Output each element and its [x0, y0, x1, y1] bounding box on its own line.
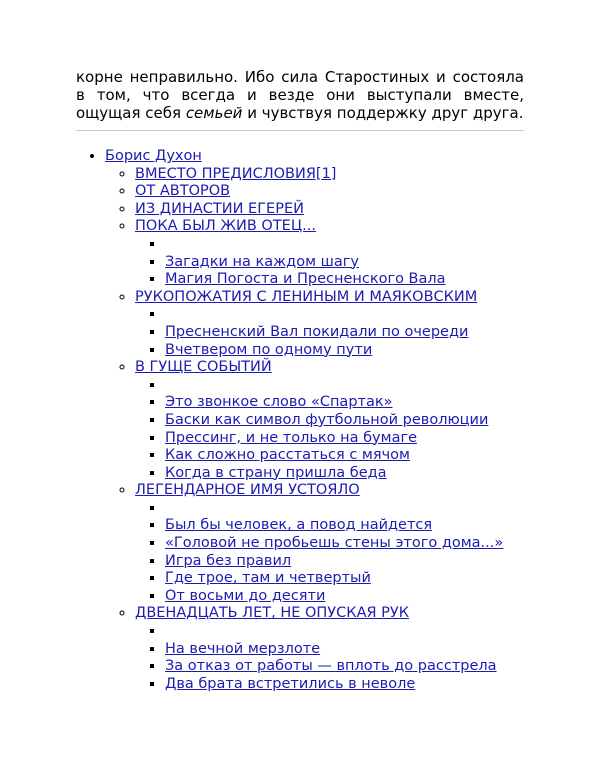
toc-subsection-item [165, 236, 576, 254]
toc-subsection-link[interactable]: За отказ от работы — вплоть до расстрела [165, 658, 497, 675]
table-of-contents [76, 148, 576, 693]
toc-subsection-link[interactable]: Игра без правил [165, 552, 292, 569]
toc-subsection-item [165, 271, 576, 289]
toc-subsection-list [135, 623, 576, 693]
toc-section-item [135, 289, 576, 359]
toc-subsection-link[interactable]: На вечной мерзлоте [165, 640, 321, 657]
toc-subsection-item [165, 342, 576, 360]
toc-section-link[interactable]: ВМЕСТО ПРЕДИСЛОВИЯ[1] [135, 165, 337, 182]
toc-subsection-link[interactable]: Прессинг, и не только на бумаге [165, 429, 417, 446]
body-paragraph [76, 68, 524, 122]
toc-subsection-list [135, 236, 576, 289]
toc-subsection-item [165, 588, 576, 606]
toc-subsection-link[interactable]: Был бы человек, а повод найдется [165, 517, 433, 534]
toc-section-item [135, 166, 576, 184]
toc-section-link[interactable]: ДВЕНАДЦАТЬ ЛЕТ, НЕ ОПУСКАЯ РУК [135, 605, 410, 622]
toc-subsection-item [165, 254, 576, 272]
paragraph-emphasis: семьей [185, 104, 243, 122]
toc-subsection-item [165, 324, 576, 342]
toc-section-item [135, 183, 576, 201]
toc-subsection-link[interactable]: Как сложно расстаться с мячом [165, 447, 410, 464]
toc-subsection-list [135, 377, 576, 483]
toc-subsection-link[interactable]: Вчетвером по одному пути [165, 341, 373, 358]
toc-subsection-link[interactable]: «Головой не пробьешь стены этого дома...» [165, 535, 504, 552]
toc-subsection-link[interactable]: Загадки на каждом шагу [165, 253, 359, 270]
toc-sections-list [105, 166, 576, 694]
toc-subsection-item [165, 535, 576, 553]
toc-section-link[interactable]: ПОКА БЫЛ ЖИВ ОТЕЦ... [135, 218, 316, 235]
toc-subsection-link[interactable]: Когда в страну пришла беда [165, 464, 387, 481]
toc-author-item [105, 148, 576, 693]
toc-section-link[interactable]: ЛЕГЕНДАРНОЕ ИМЯ УСТОЯЛО [135, 482, 360, 499]
toc-subsection-item [165, 447, 576, 465]
toc-subsection-item [165, 623, 576, 641]
toc-subsection-item [165, 412, 576, 430]
toc-section-item [135, 201, 576, 219]
toc-section-item [135, 605, 576, 693]
toc-subsection-item [165, 676, 576, 694]
toc-section-link[interactable]: В ГУЩЕ СОБЫТИЙ [135, 359, 272, 376]
paragraph-text-1: корне неправильно. Ибо сила Старостиных и состояла в том, что всегда и везде они выступали вместе, ощущая себя [76, 68, 524, 122]
toc-subsection-item [165, 500, 576, 518]
horizontal-rule [76, 130, 524, 131]
toc-subsection-list [135, 500, 576, 606]
toc-subsection-link[interactable]: Это звонкое слово «Спартак» [165, 394, 393, 411]
toc-section-link[interactable]: РУКОПОЖАТИЯ С ЛЕНИНЫМ И МАЯКОВСКИМ [135, 288, 478, 305]
toc-section-item [135, 218, 576, 288]
toc-subsection-link[interactable]: Где трое, там и четвертый [165, 570, 371, 587]
toc-subsection-link[interactable]: Магия Погоста и Пресненского Вала [165, 271, 446, 288]
toc-section-link[interactable]: ОТ АВТОРОВ [135, 183, 231, 200]
toc-subsection-item [165, 641, 576, 659]
toc-subsection-item [165, 553, 576, 571]
toc-author-link[interactable]: Борис Духон [105, 148, 202, 164]
toc-subsection-link[interactable]: Пресненский Вал покидали по очереди [165, 323, 469, 340]
toc-subsection-item [165, 570, 576, 588]
toc-subsection-item [165, 658, 576, 676]
toc-subsection-link[interactable]: Баски как символ футбольной революции [165, 411, 489, 428]
toc-root-list [76, 148, 576, 693]
toc-section-item [135, 482, 576, 605]
toc-subsection-link[interactable]: От восьми до десяти [165, 587, 326, 604]
toc-subsection-item [165, 394, 576, 412]
toc-subsection-item [165, 517, 576, 535]
toc-section-link[interactable]: ИЗ ДИНАСТИИ ЕГЕРЕЙ [135, 200, 304, 217]
toc-subsection-list [135, 306, 576, 359]
paragraph-text-2: и чувствуя поддержку друг друга. [242, 104, 524, 122]
page-content [76, 68, 524, 131]
toc-subsection-item [165, 430, 576, 448]
toc-subsection-item [165, 377, 576, 395]
toc-subsection-link[interactable]: Два брата встретились в неволе [165, 675, 416, 692]
toc-subsection-item [165, 306, 576, 324]
toc-subsection-item [165, 465, 576, 483]
toc-section-item [135, 359, 576, 482]
